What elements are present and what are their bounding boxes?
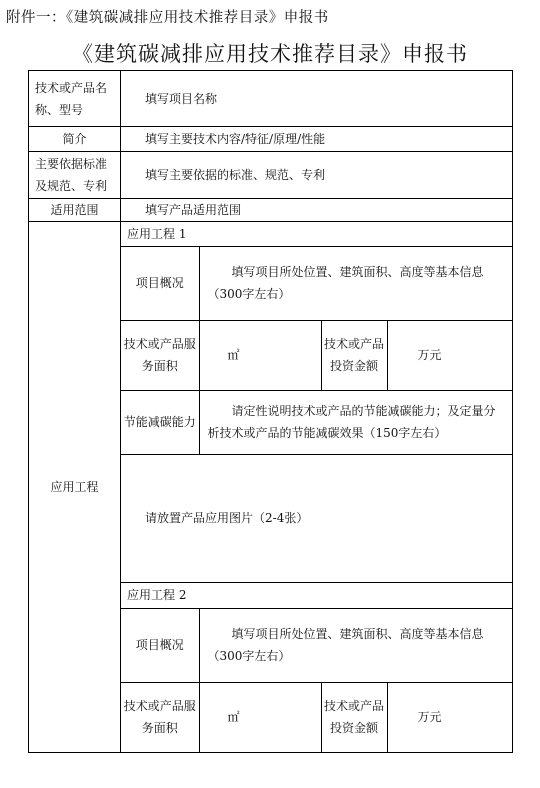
project2-invest-label: 技术或产品投资金额 xyxy=(321,682,387,752)
tech-name-label: 技术或产品名称、型号 xyxy=(29,71,121,127)
project1-title: 应用工程 1 xyxy=(121,222,512,246)
application-form-table xyxy=(28,70,513,753)
project1-energy-row xyxy=(121,390,512,454)
project2-area-field[interactable]: ㎡ xyxy=(199,682,321,752)
row-projects xyxy=(29,222,513,753)
scope-field[interactable]: 填写产品适用范围 xyxy=(121,199,513,222)
tech-name-field[interactable]: 填写项目名称 xyxy=(121,71,513,127)
project2-header-row xyxy=(121,582,512,608)
page-title: 《建筑碳减排应用技术推荐目录》申报书 xyxy=(72,42,468,66)
project2-invest-field[interactable]: 万元 xyxy=(387,682,512,752)
row-tech-name xyxy=(29,71,513,127)
project2-title: 应用工程 2 xyxy=(121,582,512,608)
intro-field[interactable]: 填写主要技术内容/特征/原理/性能 xyxy=(121,127,513,152)
row-intro xyxy=(29,127,513,152)
project1-area-field[interactable]: ㎡ xyxy=(199,320,321,390)
project1-header-row xyxy=(121,222,512,246)
project1-overview-row xyxy=(121,246,512,320)
project1-area-label: 技术或产品服务面积 xyxy=(121,320,199,390)
project2-overview-field[interactable]: 填写项目所处位置、建筑面积、高度等基本信息（300字左右） xyxy=(199,608,512,682)
project1-photo-row xyxy=(121,454,512,582)
row-scope xyxy=(29,199,513,222)
project2-overview-row xyxy=(121,608,512,682)
project1-area-row xyxy=(121,320,512,390)
standards-label: 主要依据标准及规范、专利 xyxy=(29,152,121,199)
project1-photo-area[interactable]: 请放置产品应用图片（2-4张） xyxy=(121,454,512,582)
project1-invest-label: 技术或产品投资金额 xyxy=(321,320,387,390)
project1-energy-field[interactable]: 请定性说明技术或产品的节能减碳能力；及定量分析技术或产品的节能减碳效果（150字左右） xyxy=(199,390,512,454)
project2-area-row xyxy=(121,682,512,752)
project1-invest-field[interactable]: 万元 xyxy=(387,320,512,390)
row-standards xyxy=(29,152,513,199)
scope-label: 适用范围 xyxy=(29,199,121,222)
project2-area-label: 技术或产品服务面积 xyxy=(121,682,199,752)
project1-overview-label: 项目概况 xyxy=(121,246,199,320)
projects-table xyxy=(121,222,512,752)
project1-energy-label: 节能减碳能力 xyxy=(121,390,199,454)
project1-overview-field[interactable]: 填写项目所处位置、建筑面积、高度等基本信息（300字左右） xyxy=(199,246,512,320)
projects-label: 应用工程 xyxy=(29,222,121,753)
standards-field[interactable]: 填写主要依据的标准、规范、专利 xyxy=(121,152,513,199)
annex-label: 附件一：《建筑碳减排应用技术推荐目录》申报书 xyxy=(6,10,329,26)
project2-overview-label: 项目概况 xyxy=(121,608,199,682)
intro-label: 简介 xyxy=(29,127,121,152)
projects-section xyxy=(121,222,513,753)
